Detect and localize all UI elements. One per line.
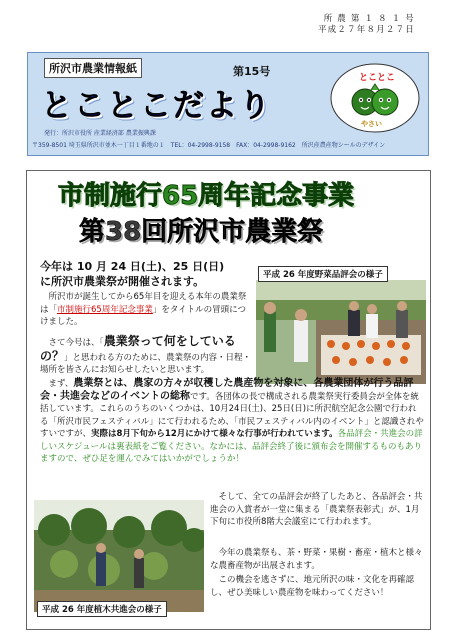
photo-caption-plant: 平成 26 年度植木共進会の様子 bbox=[37, 601, 167, 617]
paragraph-text: まず、 bbox=[48, 379, 74, 389]
lead-announcement: に所沢市農業祭が開催されます。 bbox=[40, 275, 205, 288]
paragraph-text: 所沢市が誕生してから65年目を迎える本年の農業祭は「 bbox=[40, 292, 247, 315]
masthead-title: とことこだより bbox=[41, 88, 272, 124]
lead-date: 今年は 10 月 24 日(土)、25 日(日) bbox=[40, 260, 225, 273]
photo-caption-vegetable: 平成 26 年度野菜品評会の様子 bbox=[258, 266, 388, 282]
paragraph-definition bbox=[40, 378, 425, 466]
paragraph-question bbox=[40, 335, 252, 377]
document-date: 平成２７年８月２７日 bbox=[317, 25, 415, 35]
schedule-note: 各品評会・共進会の詳しいスケジュールは裏表紙をご覧ください。なかには、品評会終了後に頒布会を開催するものもありますので、ぜひ足を運んでみてはいかがでしょうか！ bbox=[40, 429, 423, 464]
publisher-info: 発行：所沢市役所 産業経済部 農業振興課 bbox=[44, 130, 156, 137]
paragraph-text: 」をタイトルの冒頭につけました。 bbox=[40, 304, 247, 327]
event-title-line2: 第38回所沢市農業祭 bbox=[79, 217, 324, 247]
event-title-line1: 市制施行65周年記念事業 bbox=[58, 181, 355, 211]
schedule-emphasis: 実際は8月下旬から12月にかけて様々な行事が行われています。 bbox=[91, 429, 338, 439]
paragraph-text: 」と思われる方のために、農業祭の内容・日程・場所を皆さんにお知らせしたいと思います。 bbox=[40, 352, 252, 375]
paragraph-intro bbox=[40, 291, 252, 329]
paragraph-ceremony bbox=[210, 491, 426, 529]
paper-title: 所沢市農業情報紙 bbox=[44, 58, 142, 78]
paragraph-text: さて今号は、「 bbox=[48, 338, 104, 348]
highlight-title: 市制施行65周年記念事業 bbox=[57, 304, 153, 315]
paragraph-text: です。各団体の長で構成される農業祭実行委員会が全体を統括しています。これらのうちのいくつかは、10月24日(土)、25日(日)に所沢航空記念公園で行われる「所沢市民フェスティバル」にて行われるため、「市民フェスティバル内のイベント」と認識されやすいですが、 bbox=[40, 391, 424, 439]
issue-number: 第15号 bbox=[233, 65, 271, 78]
paragraph-text: 今年の農業祭も、茶・野菜・果樹・畜産・植木と様々な農畜産物が出展されます。 bbox=[210, 548, 423, 571]
paragraph-text: この機会を逃さずに、地元所沢の味・文化を再確認し、ぜひ美味しい農産物を味わってください！ bbox=[210, 575, 415, 598]
vegetable-fair-photo bbox=[256, 280, 426, 384]
plant-fair-photo bbox=[34, 500, 204, 612]
tokotoko-vegetable-logo bbox=[327, 60, 423, 136]
document-number bbox=[318, 14, 415, 36]
paragraph-products bbox=[210, 547, 426, 572]
document-number-line: 所 農 第 １ ８ １ 号 bbox=[323, 14, 415, 24]
logo-text-bottom: やさい bbox=[361, 120, 382, 128]
event-lead bbox=[40, 259, 252, 289]
definition-emphasis: 農業祭とは、農家の方々が収穫した農産物を対象に、各農業団体が行う品評会・共進会などのイベントの総称 bbox=[40, 378, 414, 402]
logo-text-top: とことこ bbox=[359, 73, 396, 83]
question-text: 農業祭って何をしているの？ bbox=[40, 334, 236, 363]
paragraph-closing bbox=[210, 574, 426, 599]
paragraph-text: そして、全ての品評会が終了したあと、各品評会・共進会の入賞者が一堂に集まる「農業祭表彰式」が、1月下旬に市役所8階大会議室にて行われます。 bbox=[210, 492, 423, 527]
contact-info: 〒359-8501 埼玉県所沢市並木一丁目１番地の１ TEL：04-2998-9158 FAX：04-2998-9162 所沢産農産物シールのデザイン bbox=[32, 142, 386, 149]
